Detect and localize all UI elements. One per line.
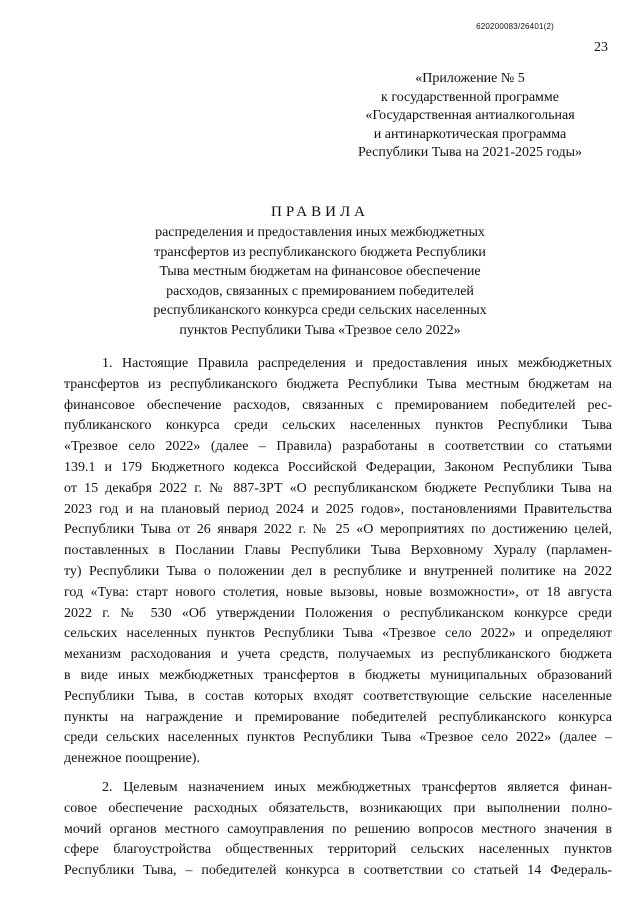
paragraph-line: сельских населенных пунктов Республики Тыва «Трезвое село 2022» и определяют (64, 626, 612, 642)
paragraph-line: Республики Тыва от 26 января 2022 г. № 25 «О мероприятиях по достижению целей, (64, 522, 612, 538)
subtitle-line: республиканского конкурса среди сельских населенных (153, 303, 487, 318)
appendix-block (330, 70, 610, 163)
subtitle-line: распределения и предоставления иных межбюджетных (155, 225, 485, 240)
document-subtitle (0, 223, 640, 340)
paragraph-line: денежное поощрение). (64, 751, 200, 767)
paragraph-line: пункты на награждение и премирование победителей республиканского конкурса (64, 709, 612, 725)
paragraph-line: 2. Целевым назначением иных межбюджетных трансфертов является финан- (102, 779, 612, 795)
paragraph-line: трансфертов из республиканского бюджета Республики Тыва местным бюджетам на (64, 376, 612, 392)
paragraph-line: «Трезвое село 2022» (далее – Правила) разработаны в соответствии со статьями (64, 439, 612, 455)
paragraph-line: 2022 г. № 530 «Об утверждении Положения о республиканском конкурсе среди (64, 605, 612, 621)
paragraph-line: поставленных в Послании Главы Республики Тыва Верховному Хуралу (парламен- (64, 543, 612, 559)
subtitle-line: расходов, связанных с премированием победителей (166, 283, 474, 299)
paragraph-line: Республики Тыва, в состав которых входят соответствующие сельские населенные (64, 688, 612, 704)
paragraph-line: сфере благоустройства общественных территорий сельских населенных пунктов (64, 842, 612, 858)
paragraph-1 (64, 354, 612, 770)
paragraph-line: публиканского конкурса среди сельских населенных пунктов Республики Тыва (64, 418, 612, 434)
paragraph-2 (64, 778, 612, 882)
appendix-line: к государственной программе (381, 89, 559, 105)
paragraph-line: совое обеспечение расходных обязательств, возникающих при выполнении полно- (64, 800, 612, 816)
paragraph-line: финансовое обеспечение расходов, связанных с премированием победителей рес- (64, 397, 612, 413)
paragraph-line: ту) Республики Тыва о положении дел в республике и внутренней политике на 2022 (64, 563, 612, 579)
paragraph-line: 1. Настоящие Правила распределения и предоставления иных межбюджетных (102, 356, 612, 371)
paragraph-line: Республики Тыва, – победителей конкурса в соответствии со статьей 14 Федераль- (64, 863, 612, 879)
paragraph-line: от 15 декабря 2022 г. № 887-ЗРТ «О республиканском бюджете Республики Тыва на (64, 480, 612, 496)
appendix-line: Республики Тыва на 2021-2025 годы» (357, 145, 583, 160)
subtitle-line: пунктов Республики Тыва «Трезвое село 2022» (179, 322, 461, 338)
paragraph-line: мочий органов местного самоуправления по решению вопросов местного значения в (64, 821, 612, 837)
appendix-line: «Приложение № 5 (415, 71, 525, 86)
appendix-line: и антинаркотическая программа (373, 126, 567, 142)
document-body (64, 354, 612, 882)
page-number: 23 (594, 40, 608, 55)
subtitle-line: Тыва местным бюджетам на финансовое обеспечение (159, 264, 481, 279)
paragraph-line: в виде иных межбюджетных трансфертов в бюджеты муниципальных образований (64, 667, 612, 683)
document-code: 620200083/26401(2) (476, 22, 554, 31)
paragraph-line: 2023 год и на плановый период 2024 и 2025 годов», постановлениями Правительства (64, 501, 612, 517)
appendix-line: «Государственная антиалкогольная (365, 108, 575, 123)
paragraph-line: среди сельских населенных пунктов Республики Тыва «Трезвое село 2022» (далее – (64, 730, 612, 746)
subtitle-line: трансфертов из республиканского бюджета Республики (154, 244, 486, 260)
paragraph-line: год «Тува: старт нового столетия, новые вызовы, новые возможности», от 18 августа (64, 584, 612, 600)
document-title: ПРАВИЛА (271, 204, 369, 220)
paragraph-line: 139.1 и 179 Бюджетного кодекса Российской Федерации, Законом Республики Тыва (64, 459, 612, 475)
paragraph-line: механизм расходования и учета средств, получаемых из республиканского бюджета (64, 647, 612, 663)
